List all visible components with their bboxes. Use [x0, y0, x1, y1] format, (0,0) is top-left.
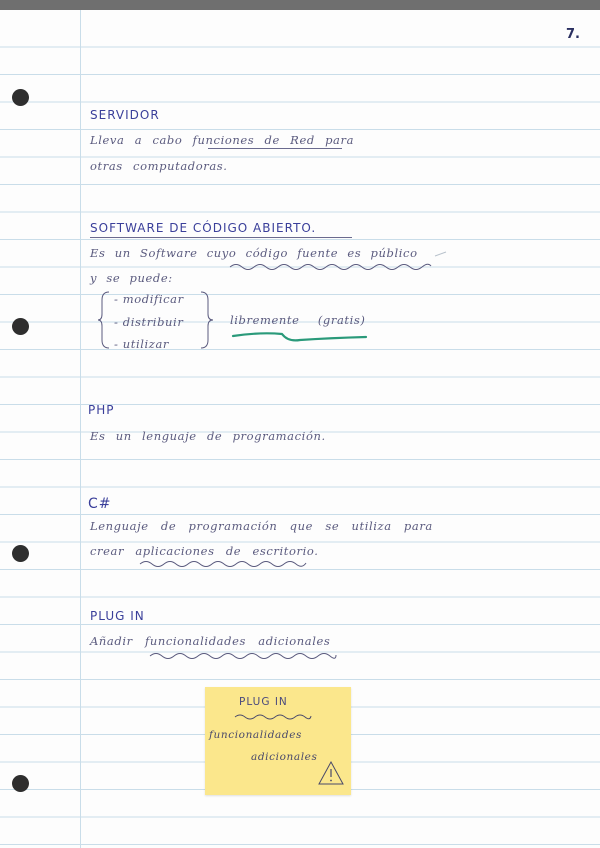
wavy-underline-funcionalidades — [148, 650, 338, 662]
sticky-line-2: adicionales — [251, 751, 318, 763]
sticky-line-1: funcionalidades — [209, 729, 303, 741]
software-line-2: y se puede: — [90, 271, 173, 285]
list-item-modificar: - modificar — [114, 292, 184, 306]
sticky-title: PLUG IN — [239, 696, 288, 708]
sticky-note — [205, 687, 351, 795]
page-number: 7. — [566, 27, 580, 42]
wavy-underline-codigo-fuente — [228, 261, 433, 273]
warning-triangle-icon — [317, 760, 345, 786]
heading-servidor: SERVIDOR — [90, 108, 160, 122]
heading-csharp: C# — [88, 496, 112, 512]
binder-hole — [12, 318, 29, 335]
wavy-underline-aplicaciones — [138, 558, 308, 570]
php-line-1: Es un lenguaje de programación. — [90, 429, 326, 443]
right-brace — [199, 290, 215, 350]
list-item-distribuir: - distribuir — [114, 315, 184, 329]
binder-hole — [12, 775, 29, 792]
servidor-line-2: otras computadoras. — [90, 159, 228, 173]
green-highlight-stroke — [230, 330, 370, 344]
heading-plug-in: PLUG IN — [90, 609, 145, 623]
binder-hole — [12, 89, 29, 106]
page-top-edge — [0, 0, 600, 10]
heading-underline — [90, 237, 352, 238]
note-libremente-gratis: libremente (gratis) — [230, 313, 366, 327]
csharp-line-2: crear aplicaciones de escritorio. — [90, 544, 319, 558]
plugin-line-1: Añadir funcionalidades adicionales — [90, 634, 331, 648]
underline-funciones-de-red — [208, 148, 342, 149]
csharp-line-1: Lenguaje de programación que se utiliza para — [90, 519, 433, 533]
heading-php: PHP — [88, 403, 115, 417]
list-item-utilizar: - utilizar — [114, 337, 170, 351]
binder-hole — [12, 545, 29, 562]
margin-line — [80, 10, 81, 848]
sticky-wavy-underline — [233, 712, 313, 722]
heading-software-codigo-abierto: SOFTWARE DE CÓDIGO ABIERTO. — [90, 221, 317, 235]
software-line-1: Es un Software cuyo código fuente es público — [90, 246, 418, 260]
left-brace — [97, 290, 111, 350]
pencil-mark — [434, 250, 448, 258]
servidor-line-1: Lleva a cabo funciones de Red para — [90, 133, 355, 147]
